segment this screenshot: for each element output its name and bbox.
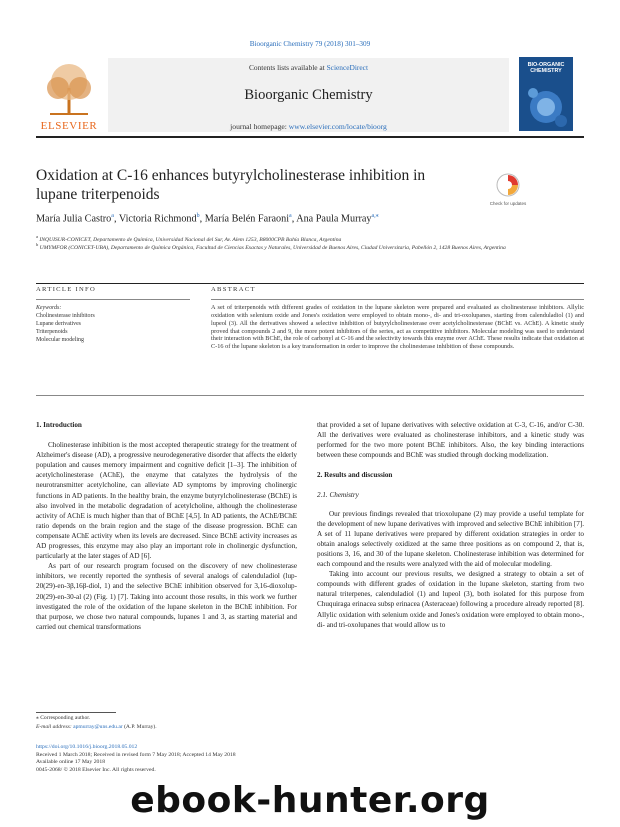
introduction-heading: 1. Introduction <box>36 421 82 429</box>
header-rule <box>36 136 584 138</box>
online-date: Available online 17 May 2018 <box>36 759 106 766</box>
keyword: Molecular modeling <box>36 337 84 343</box>
abstract-rule <box>211 299 584 300</box>
corresponding-author: ⁎ Corresponding author. <box>36 715 91 721</box>
body-paragraph: Taking into account our previous results, we designed a strategy to obtain a set of compounds with different grades of oxidation in the lupane skeleton, starting from two natural triterpenes, calenduladiol (1) and lupeol (3), both isolated for this purpose from Chuquiraga erinacea subsp erinacea (Asteraceae) following a procedure already reported [8]. Allylic oxidation with selenium oxide and Jones's oxidation were employed to obtain mono-, di- and tri-oxolupanes that would allow us to <box>317 570 584 629</box>
copyright: 0045-2068/ © 2018 Elsevier Inc. All rights reserved. <box>36 766 156 773</box>
affiliation-b: $^b$ UMYMFOR (CONICET-UBA), Departamento de Química Orgánica, Facultad de Ciencias Exactas y Naturales, Universidad de Buenos Aires, Ciudad Universitaria, Pabellón 2, 1428 Buenos Aires, Argentina <box>36 242 506 251</box>
front-matter-rule <box>36 283 584 284</box>
body-paragraph: Our previous findings revealed that trioxolupane (2) may provide a useful template for the development of new lupane derivatives with improved and selective BChE inhibition [7]. A set of 11 lupane derivatives were prepared by different oxidation strategies in order to obtain analogs selectively oxidized at the same three positions as on compound 2, that is, positions 3, 16, and 30 of the lupane skeleton. Cholinesterase inhibition was determined for each compound and the results were analyzed with the aid of molecular modeling. <box>317 509 584 569</box>
author-name[interactable]: María Belén Faraoni <box>204 213 290 225</box>
journal-cover-image <box>519 57 573 131</box>
publisher-name: ELSEVIER <box>40 120 98 132</box>
abstract-heading: ABSTRACT <box>211 286 256 293</box>
contents-prefix: Contents lists available at <box>248 63 327 72</box>
footnote-rule <box>36 712 116 713</box>
author-name[interactable]: Victoria Richmond <box>118 213 197 225</box>
cover-title: BIO-ORGANIC CHEMISTRY <box>527 62 565 74</box>
article-metadata <box>36 744 316 774</box>
body-paragraph: that provided a set of lupane derivatives with selective oxidation at C-3, C-16, and/or C-30. All the derivatives were evaluated as cholinesterase inhibitors, and a kinetic study was performed for the two more potent BChE inhibitors. Also, the key binding interactions between these compounds and BChE was studied through docking modelization. <box>317 421 584 460</box>
chemistry-subheading: 2.1. Chemistry <box>317 491 359 500</box>
author-affiliation-marker[interactable]: a,⁎ <box>371 213 379 219</box>
body-right-column <box>317 420 584 630</box>
keyword: Cholinesterase inhibitors <box>36 313 95 319</box>
contents-line <box>108 63 509 72</box>
introduction-paragraph-1: Cholinesterase inhibition is the most accepted therapeutic strategy for the treatment of Alzheimer's disease (AD), a progressive neurodegenerative disorder that affects the elderly population and causes memory impairment and cognitive deficit [1–3]. The inhibition of acetylcholinesterase (AChE), the enzyme that catalyzes the hydrolysis of the neurotransmitter acetylcholine, can alleviate AD symptoms by improving cholinergic functions in AD patients. In the healthy brain, the enzyme butyrylcholinesterase (BChE) is also involved in the metabolic degradation of acetylcholine, although the cholinesterase activity of AChE is much higher than that of BChE [4,5]. In AD patients, the AChE/BChE ratio depends on the brain region and the stage of the disease progression. BChE can compensate AChE activity when its levels are decreased. Since BChE activity increases as AD progresses, this enzyme may also play an important role in cholinergic dysfunction, particularly at the later stages of AD [6]. <box>36 441 297 561</box>
cover-art <box>519 79 573 131</box>
article-title: Oxidation at C-16 enhances butyrylcholinesterase inhibition in lupane triterpenoids <box>36 167 426 203</box>
journal-reference[interactable]: Bioorganic Chemistry 79 (2018) 301–309 <box>249 40 371 48</box>
results-heading: 2. Results and discussion <box>317 471 393 480</box>
introduction-paragraph-2: As part of our research program focused on the discovery of new cholinesterase inhibitors, we recently reported the synthesis of several analogs of calenduladiol (lup-20(29)-en-3β,16β-diol, 1) and the selective BChE inhibition observed for 3,16-dioxolup-20(29)-en-30-al (2) (Fig. 1) [7]. Taking into account those results, in this work we further investigated the role of the oxidation of the lupane skeleton in the BChE inhibition. For that purpose, we chose two natural compounds, lupanes 1 and 3, as starting material and carried out chemical transformations <box>36 562 297 631</box>
doi-link[interactable]: https://doi.org/10.1016/j.bioorg.2018.05.012 <box>36 744 138 750</box>
article-info-rule <box>36 299 190 300</box>
journal-homepage-line <box>108 122 509 131</box>
affiliation-a: $^a$ INQUISUR-CONICET, Departamento de Química, Universidad Nacional del Sur, Av. Alem 1253, B8000CPB Bahía Blanca, Argentina <box>36 234 342 243</box>
check-for-updates-icon[interactable] <box>494 172 522 204</box>
body-left-column <box>36 420 297 632</box>
homepage-prefix: journal homepage: <box>230 122 289 131</box>
author-list: María Julia Castro$^a$, Victoria Richmond$^b$, María Belén Faraoni$^a$, Ana Paula Murray$^{a,⁎}$ <box>36 213 379 225</box>
received-dates: Received 1 March 2018; Received in revised form 7 May 2018; Accepted 14 May 2018 <box>36 751 236 758</box>
journal-title: Bioorganic Chemistry <box>244 87 373 103</box>
keyword: Triterpenoids <box>36 329 68 335</box>
author-name[interactable]: Ana Paula Murray <box>296 213 372 225</box>
author-affiliation-marker[interactable]: a <box>111 213 114 219</box>
author-affiliation-marker[interactable]: b <box>196 213 200 219</box>
sciencedirect-link[interactable]: ScienceDirect <box>326 63 369 72</box>
keywords-label: Keywords: <box>36 305 62 311</box>
author-affiliation-marker[interactable]: a <box>289 213 292 219</box>
keyword: Lupane derivatives <box>36 321 81 327</box>
abstract-bottom-rule <box>36 395 584 396</box>
keywords-block <box>36 304 196 344</box>
check-for-updates-label[interactable]: Check for updates <box>489 201 527 206</box>
corresponding-author-footnote <box>36 714 296 731</box>
homepage-link[interactable]: www.elsevier.com/locate/bioorg <box>288 122 387 131</box>
email-line: E-mail address: apmurray@uns.edu.ar (A.P. Murray). <box>36 723 157 730</box>
article-info-heading: ARTICLE INFO <box>36 286 97 293</box>
watermark-text: ebook-hunter.org <box>130 780 490 821</box>
abstract-text: A set of triterpenoids with different grades of oxidation in the lupane skeleton were prepared and evaluated as cholinesterase inhibitors. Allylic oxidation with selenium oxide and Jones's oxidation were employed to obtain mono-, di- and tri-oxolupanes, starting from calenduladiol (1) and lupeol (3). All the derivatives showed a selective inhibition of butyrylcholinesterase over acetylcholinesterase (BChE vs. AChE). A kinetic study proved that compounds 2 and 9, the more potent inhibitors of the series, act as competitive inhibitors. Molecular modeling was used to understand their interaction with BChE, the role of carbonyl at C-16 and the selectivity towards this enzyme over AChE. These results indicate that oxidation at C-16 of the lupane skeleton is a key transformation in order to improve the cholinesterase inhibition of these compounds. <box>211 304 584 351</box>
author-name[interactable]: María Julia Castro <box>36 213 112 225</box>
email-link[interactable]: apmurray@uns.edu.ar <box>73 723 123 730</box>
